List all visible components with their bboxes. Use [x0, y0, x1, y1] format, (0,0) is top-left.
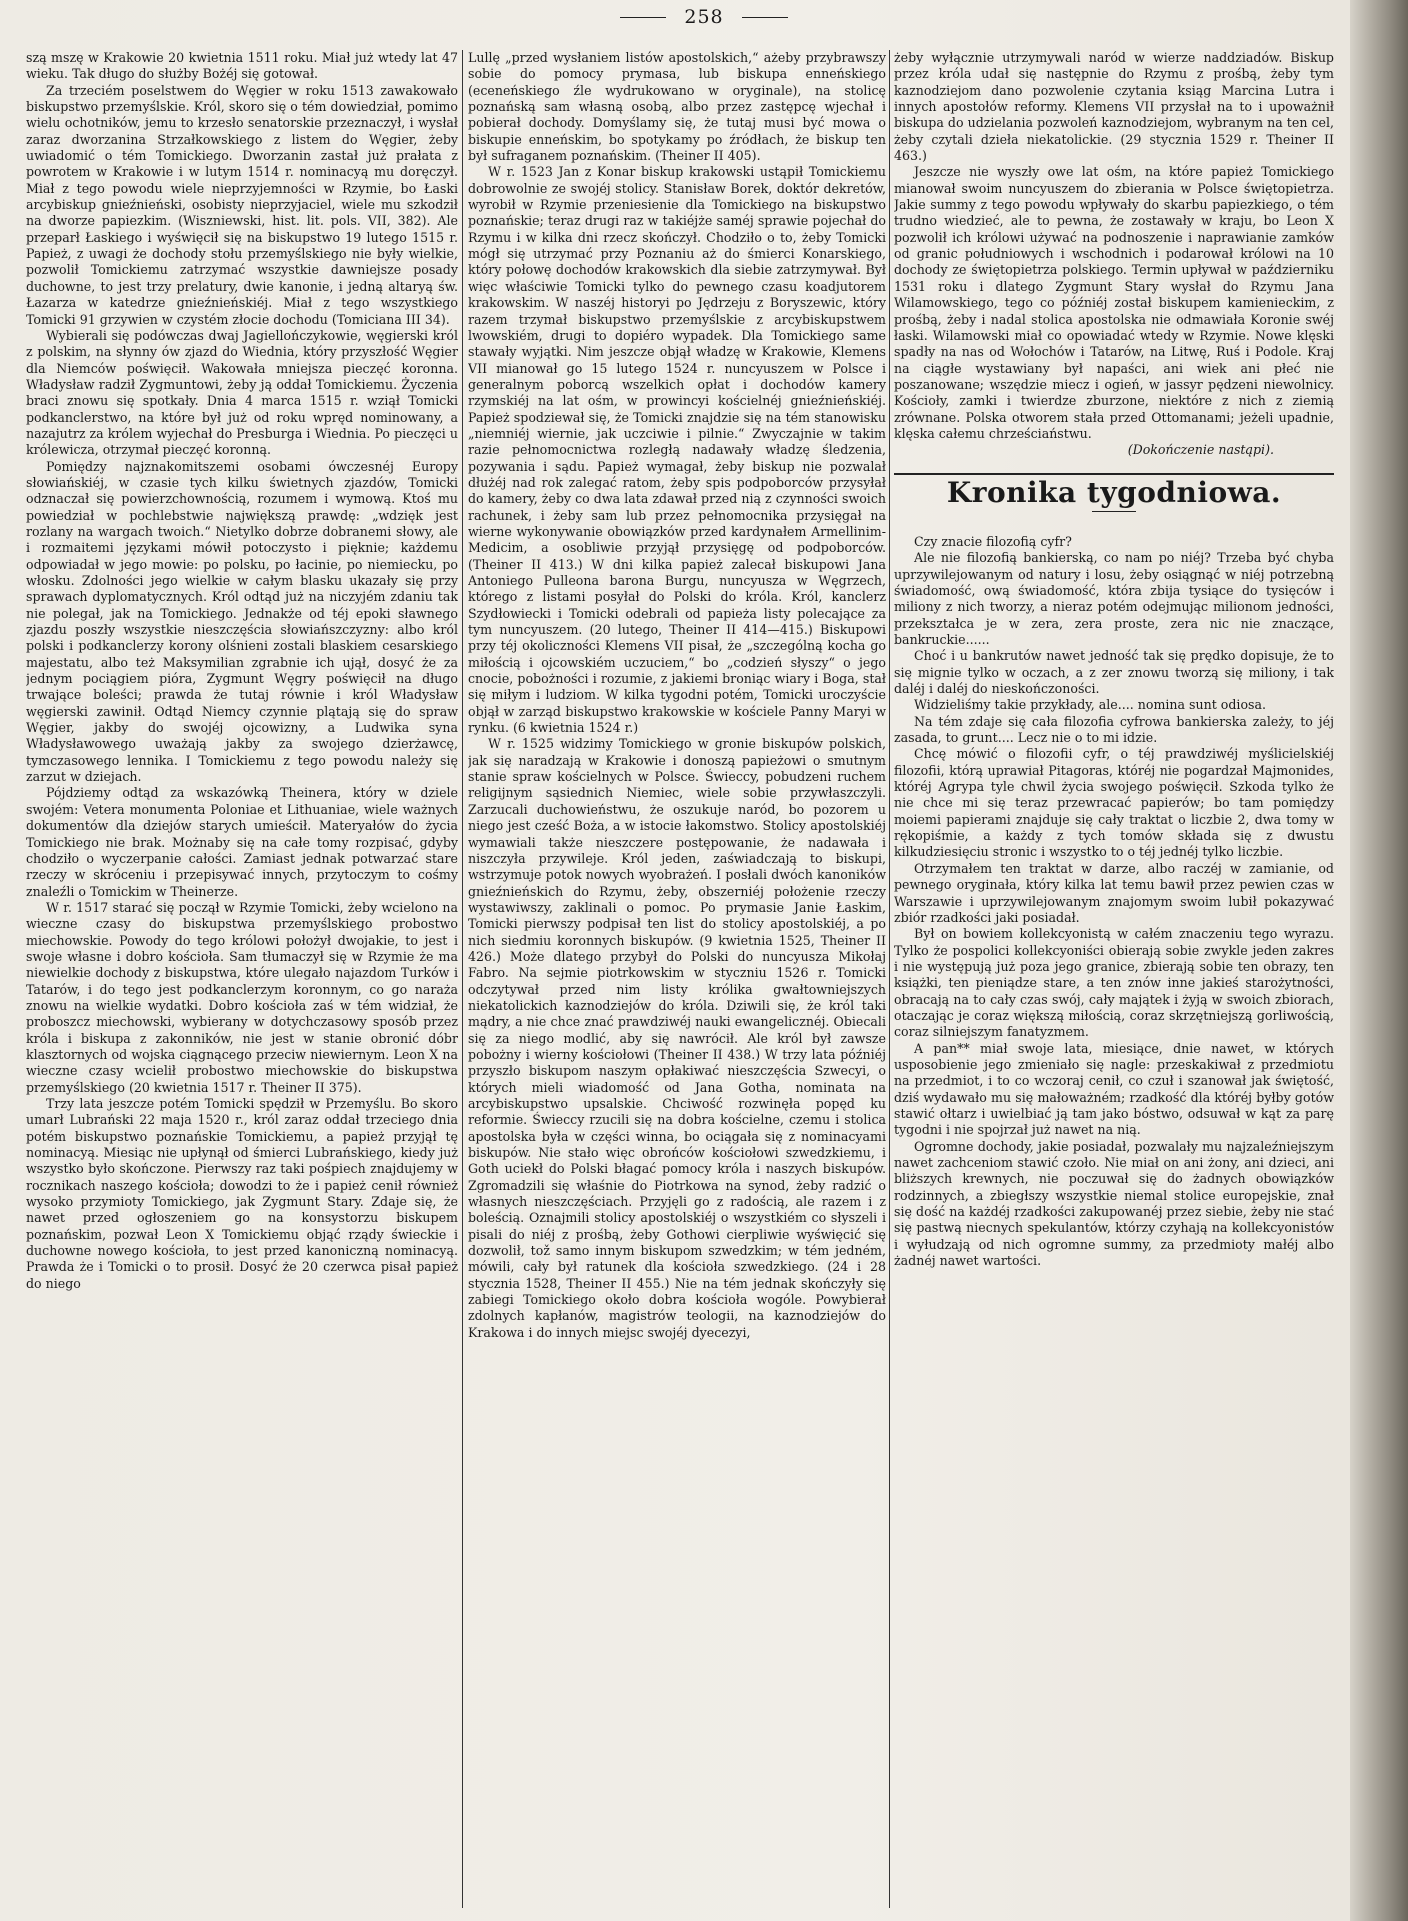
title-rule [1092, 511, 1136, 512]
paragraph: żeby wyłącznie utrzymywali naród w wierze naddziadów. Biskup przez króla udał się następnie do Rzymu z prośbą, żeby tym kaznodziejom dano pozwolenie czytania ksiąg Marcina Lutra i innych apostołów reformy. Klemens VII przysłał na to i upoważnił biskupa do udzielania pozwoleń kaznodziejom, wybranym na ten cel, żeby czytali dzieła niekatolickie. (29 stycznia 1529 r. Theiner II 463.) [894, 50, 1334, 164]
column-3-body [894, 50, 1334, 442]
paragraph: Widzieliśmy takie przykłady, ale.... nomina sunt odiosa. [914, 697, 1267, 713]
paragraph: Był on bowiem kollekcyonistą w całém znaczeniu tego wyrazu. Tylko że pospolici kollekcyoniści obierają sobie zwykle jeden zakres i nie występują już poza jego granice, zbierają sobie ten obrazy, ten książki, ten pieniądze stare, a ten znów inne jakieś starożytności, obracają na to cały czas swój, cały majątek i żyją w swoich zbiorach, otaczając je coraz większą miłością, coraz skrzętniejszą gorliwością, coraz silniejszym fanatyzmem. [894, 926, 1334, 1040]
section-body [894, 534, 1334, 1269]
column-1 [26, 50, 458, 1900]
header-rule-right [742, 17, 788, 18]
page-number: 258 [684, 6, 724, 28]
paragraph: Za trzeciém poselstwem do Węgier w roku 1513 zawakowało biskupstwo przemyślskie. Król, skoro się o tém dowiedział, pomimo wielu ochotników, jemu to krzesło senatorskie przeznaczył, i wysłał zaraz dworzanina Strzałkowskiego z listem do Węgier, żeby uwiadomić o tém Tomickiego. Dworzanin zastał już prałata z powrotem w Krakowie i w lutym 1514 r. nominacyą mu doręczył. Miał z tego powodu wiele nieprzyjemności w Rzymie, bo Łaski arcybiskup gnieźnieński, osobisty nieprzyjaciel, wiele mu szkodził na dworze papiezkim. (Wiszniewski, hist. lit. pols. VII, 382). Ale przeparł Łaskiego i wyświęcił się na biskupstwo 19 lutego 1515 r. Papież, z uwagi że dochody stołu przemyślskiego nie były wielkie, pozwolił Tomickiemu zatrzymać wszystkie dawniejsze posady duchowne, to jest trzy prelatury, dwie kanonie, i jedną altaryą św. Łazarza w katedrze gnieźnieńskiéj. Miał z tego wszystkiego Tomicki 91 grzywien w czystém złocie dochodu (Tomiciana III 34). [26, 82, 458, 327]
paragraph: Ale nie filozofią bankierską, co nam po niéj? Trzeba być chyba uprzywilejowanym od natury i losu, żeby osiągnąć w niéj potrzebną świadomość, ową świadomość, która zbija tysiące do tysięców i miliony z nich tworzy, a nieraz potém odejmując milionom jedności, przekształca je w zera, zera proste, zera nic nie znaczące, bankruckie...... [894, 550, 1334, 647]
paragraph: Trzy lata jeszcze potém Tomicki spędził w Przemyślu. Bo skoro umarł Lubrański 22 maja 1520 r., król zaraz oddał trzeciego dnia potém biskupstwo poznańskie Tomickiemu, a papież przyjął tę nominacyą. Miesiąc nie upłynął od śmierci Lubrańskiego, kiedy już wszystko było skończone. Pierwszy raz taki pośpiech znajdujemy w rocznikach naszego kościoła; dowodzi to że i papież cenił również wysoko przymioty Tomickiego, jak Zygmunt Stary. Zdaje się, że nawet przed ogłoszeniem go na konsystorzu biskupem poznańskim, pozwał Leon X Tomickiemu objąć rządy świeckie i duchowne nowego kościoła, to jest przed kanoniczną nominacyą. Prawda że i Tomicki o to prosił. Dosyć że 20 czerwca pisał papież do niego [26, 1096, 458, 1291]
paragraph: A pan** miał swoje lata, miesiące, dnie nawet, w których usposobienie jego zmieniało się nagle: przeskakiwał z przedmiotu na przedmiot, i to co wczoraj cenił, co czuł i szanował jak świętość, dziś wydawało mu się małoważném; rzadkość dla któréj byłby gotów stawić ołtarz i uwielbiać ją tam jako bóstwo, odsuwał w kąt za parę tygodni i nie spojrzał już nawet na nią. [894, 1040, 1334, 1138]
paragraph: Jeszcze nie wyszły owe lat ośm, na które papież Tomickiego mianował swoim nuncyuszem do zbierania w Polsce świętopietrza. Jakie summy z tego powodu wpływały do skarbu papiezkiego, o tém trudno wiedzieć, ale to pewna, że zostawały w kraju, bo Leon X pozwolił ich królowi używać na podnoszenie i naprawianie zamków od granic południowych i wschodnich i podarował królowi na 10 dochody ze świętopietrza polskiego. Termin upływał w październiku 1531 roku i dlatego Zygmunt Stary wysłał do Rzymu Jana Wilamowskiego, tego co późniéj został biskupem kamienieckim, z prośbą, żeby i nadal stolica apostolska nie odmawiała Koronie swéj łaski. Wilamowski miał co opowiadać wtedy w Rzymie. Nowe klęski spadły na nas od Wołochów i Tatarów, na Litwę, Ruś i Podole. Kraj na ciągłe wystawiany był napaści, ani wiek ani płeć nie poszanowane; wszędzie miecz i ogień, w jassyr pędzeni niewolnicy. Kościoły, zamki i twierdze zburzone, niektóre z nich z ziemią zrównane. Polska otworem stała przed Ottomanami; jeżeli upadnie, klęska całemu chrześciaństwu. [894, 164, 1334, 441]
page-edge-shadow [1350, 0, 1408, 1921]
section-separator [894, 473, 1334, 475]
paragraph: W r. 1525 widzimy Tomickiego w gronie biskupów polskich, jak się naradzają w Krakowie i donoszą papieżowi o smutnym stanie spraw kościelnych w Polsce. Świeccy, pobudzeni ruchem religijnym sąsiednich Niemiec, wiele sobie przywłaszczyli. Zarzucali duchowieństwu, że oszukuje naród, bo pozorem u niego jest cześć Boża, a w istocie łakomstwo. Stolicy apostolskiéj wymawiali także nieszczere postępowanie, że nadawała i niszczyła przywileje. Król jeden, zaświadczają to biskupi, wstrzymuje potok nowych wyobrażeń. I posłali dwóch kanoników gnieźnieńskich do Rzymu, żeby, obszerniéj położenie rzeczy wystawiwszy, zaklinali o pomoc. Po prymasie Janie Łaskim, Tomicki pierwszy podpisał ten list do stolicy apostolskiéj, a po nich siedmiu koronnych biskupów. (9 kwietnia 1525, Theiner II 426.) Może dlatego przybył do Polski do nuncyusza Mikołaj Fabro. Na sejmie piotrkowskim w styczniu 1526 r. Tomicki odczytywał przed nim listy królika gwałtowniejszych niekatolickich kaznodziejów do króla. Dziwili się, że król taki mądry, a nie chce znać prawdziwéj nauki ewangelicznéj. Obiecali się za niego modlić, aby się nawrócił. Ale król był zawsze pobożny i wierny kościołowi (Theiner II 438.) W trzy lata późniéj przyszło biskupom naszym opłakiwać nieszczęścia Szwecyi, o których mieli wiadomość od Jana Gotha, nominata na arcybiskupstwo upsalskie. Chciwość rozwinęła popęd ku reformie. Świeccy rzucili się na dobra kościelne, czemu i stolica apostolska była w części winna, bo ociągała się z nominacyami biskupów. Nie stało więc obrońców kościołowi szwedzkiemu, i Goth uciekł do Polski błagać pomocy króla i naszych biskupów. Zgromadzili się właśnie do Piotrkowa na synod, żeby radzić o własnych nieszczęściach. Przyjęli go z radością, ale razem i z boleścią. Oznajmili stolicy apostolskiéj o wszystkiém co słyszeli i pisali do niéj z prośbą, żeby Gothowi cierpliwie wyświęcić się dozwolił, tož samo innym biskupom szwedzkim; w tém jedném, mówili, cały był ratunek dla kościoła szwedzkiego. (24 i 28 stycznia 1528, Theiner II 455.) Nie na tém jednak skończyły się zabiegi Tomickiego około dobra kościoła wogóle. Powybierał zdolnych kapłanów, magistrów teologii, na kaznodziejów do Krakowa i do innych miejsc swojéj dyecezyi, [468, 736, 886, 1340]
paragraph: Pomiędzy najznakomitszemi osobami ówczesnéj Europy słowiańskiéj, w czasie tych kilku świetnych zjazdów, Tomicki odznaczał się powierzchownością, rozumem i wymową. Ktoś mu powiedział w pochlebstwie największą prawdę: „wdzięk jest rozlany na wargach twoich.“ Nietylko dobrze dobranemi słowy, ale i rozmaitemi językami mówił potoczysto i pięknie; każdemu odpowiadał w jego mowie: po polsku, po łacinie, po niemiecku, po włosku. Zdolności jego wielkie w całym blasku ukazały się przy sprawach dyplomatycznych. Król odtąd już na niczyjém zdaniu tak nie polegał, jak na Tomickiego. Jednakże od téj epoki sławnego zjazdu poszły wszystkie nieszczęścia słowiańszczyzny: albo król polski i podkanclerzy korony olśnieni zostali blaskiem cesarskiego majestatu, albo też Maksymilian zgrabnie ich ujął, dosyć że za jednym pociągiem pióra, Zygmunt Węgry poświęcił na długo trwające boleści; prawda że tutaj równie i król Władysław węgierski zawinił. Odtąd Niemcy czynnie plątają się do spraw Węgier, jakby do swojéj ojcowizny, a Ludwika syna Władysławowego uważają jakby za swojego dzierżawcę, tymczasowego lennika. I Tomickiemu z tego powodu należy się zarzut w dziejach. [26, 458, 458, 785]
paragraph: Lullę „przed wysłaniem listów apostolskich,“ ażeby przybrawszy sobie do pomocy prymasa, lub biskupa enneńskiego (eceneńskiego źle wydrukowano w oryginale), na stolicę poznańską sam własną osobą, albo przez zastępcę wjechał i pobierał dochody. Domyślamy się, że tutaj musi być mowa o biskupie enneńskim, bo spotykamy po źródłach, że biskup ten był sufraganem poznańskim. (Theiner II 405). [468, 50, 886, 164]
paragraph: Wybierali się podówczas dwaj Jagiellończykowie, węgierski król z polskim, na słynny ów zjazd do Wiednia, który przyszłość Węgier dla Niemców poświęcił. Wakowała mniejsza pieczęć koronna. Władysław radził Zygmuntowi, żeby ją oddał Tomickiemu. Życzenia braci znowu się spotkały. Dnia 4 marca 1515 r. wziął Tomicki podkanclerstwo, na które był już od roku wpręd nominowany, a nazajutrz za królem wyjechał do Presburga i Wiednia. Po pieczęci u królewicza, otrzymał pieczęć koronną. [26, 327, 458, 458]
column-divider-1 [462, 50, 463, 1908]
page-header [0, 4, 1408, 30]
paragraph: Ogromne dochody, jakie posiadał, pozwalały mu najzaleźniejszym nawet zachceniom stawić czoło. Nie miał on ani żony, ani dzieci, ani bliższych krewnych, nie poczuwał się do żadnych obowiązków rodzinnych, a zbiegłszy wszystkie niemal stolice europejskie, znał się dość na każdéj rzadkości zakupowanéj przez siebie, żeby nie stać się pastwą niecnych spekulantów, którzy czyhają na kollekcyonistów i wyłudzają od nich ogromne summy, za przedmioty małéj albo żadnéj nawet wartości. [894, 1138, 1334, 1269]
header-rule-left [620, 17, 666, 18]
paragraph: Czy znacie filozofią cyfr? [914, 533, 1072, 549]
paragraph: Otrzymałem ten traktat w darze, albo raczéj w zamianie, od pewnego oryginała, który kilka lat temu bawił przez pewien czas w Warszawie i uprzywilejowanym znajomym swoim lubił pokazywać zbiór rzadkości jaki posiadał. [894, 860, 1334, 925]
paragraph: Choć i u bankrutów nawet jedność tak się prędko dopisuje, że to się mignie tylko w oczach, a z zer znowu tworzą się miliony, i tak daléj i daléj do nieskończoności. [894, 648, 1334, 697]
continuation-note: (Dokończenie nastąpi). [1127, 442, 1274, 458]
paragraph: Na tém zdaje się cała filozofia cyfrowa bankierska zależy, to jéj zasada, to grunt.... Lecz nie o to mi idzie. [894, 713, 1334, 746]
column-2 [468, 50, 886, 1900]
paragraph: szą mszę w Krakowie 20 kwietnia 1511 roku. Miał już wtedy lat 47 wieku. Tak długo do służby Bożéj się gotował. [26, 50, 458, 82]
paragraph: W r. 1517 starać się począł w Rzymie Tomicki, żeby wcielono na wieczne czasy do biskupstwa przemyślskiego probostwo miechowskie. Powody do tego królowi położył dwojakie, to jest i swoje własne i dobro kościoła. Sam tłumaczył się w Rzymie że ma niewielkie dochody z biskupstwa, które ulegało najazdom Turków i Tatarów, i do tego jest podkanclerzym koronnym, co go naraża znowu na wielkie wydatki. Dobro kościoła zaś w tém widział, że proboszcz miechowski, wybierany w dotychczasowy sposób przez króla i biskupa z zakonników, nie jest w stanie obronić dóbr klasztornych od wojska ciągnącego przeciw niewiernym. Leon X na wieczne czasy wcielił probostwo miechowskie do biskupstwa przemyślskiego (20 kwietnia 1517 r. Theiner II 375). [26, 899, 458, 1095]
paragraph: Pójdziemy odtąd za wskazówką Theinera, który w dziele swojém: Vetera monumenta Poloniae et Lithuaniae, wiele ważnych dokumentów dla dziejów starych umieścił. Materyałów do życia Tomickiego nie brak. Możnaby się na całe tomy rozpisać, gdyby chodziło o wyczerpanie całości. Zamiast jednak potwarzać stare rzeczy w skróceniu i przepisywać innych, przytoczym to cośmy znaleźli o Tomickim w Theinerze. [26, 785, 458, 899]
paragraph: Chcę mówić o filozofii cyfr, o téj prawdziwéj myślicielskiéj filozofii, którą uprawiał Pitagoras, któréj nie pogardzał Majmonides, któréj Agrypa tyle chwil życia swojego poświęcił. Szkoda tylko że nie chce mi się teraz przewracać papierów; bo tam pomiędzy moiemi papierami znajduje się cały traktat o liczbie 2, dwa tomy w rękopiśmie, a każdy z tych tomów składa się z dwustu kilkudziesięciu stronic i wszystko to o téj jednéj tylko liczbie. [894, 746, 1334, 860]
section-title: Kronika tygodniowa. [946, 475, 1282, 509]
column-divider-2 [889, 50, 890, 1908]
paragraph: W r. 1523 Jan z Konar biskup krakowski ustąpił Tomickiemu dobrowolnie ze swojéj stolicy. Stanisław Borek, doktór dekretów, wyrobił w Rzymie przeniesienie dla Tomickiego na biskupstwo poznańskie; teraz drugi raz w takiéjże saméj sprawie pojechał do Rzymu i w kilka dni rzecz skończył. Chodziło o to, żeby Tomicki mógł się utrzymać przy Poznaniu aż do śmierci Konarskiego, który połowę dochodów krakowskich dla siebie zatrzymywał. Był więc właściwie Tomicki tylko do pewnego czasu koadjutorem krakowskim. W naszéj historyi po Jędrzeju z Boryszewic, który razem trzymał biskupstwo przemyślskie z arcybiskupstwem lwowskiém, drugi to dopiéro wypadek. Dla Tomickiego same stawały wyjątki. Nim jeszcze objął władzę w Krakowie, Klemens VII mianował go 15 lutego 1524 r. nuncyuszem w Polsce i generalnym poborcą wszelkich opłat i dochodów kamery rzymskiéj na lat ośm, w prowincyi kościelnéj gnieźnieńskiéj. Papież spodziewał się, że Tomicki znajdzie się na tém stanowisku „niemniéj wiernie, jak uczciwie i pilnie.“ Zwyczajnie w takim razie pełnomocnictwa rozległą nadawały władzę śledzenia, pozywania i sądu. Papież wymagał, żeby biskup nie pozwalał dłużéj nad rok zalegać ratom, żeby spis podpoborców przysyłał do kamery, żeby co dwa lata zdawał przed nią z czynności swoich rachunek, i żeby sam lub przez pełnomocnika przysięgał na wierne wykonywanie obowiązków przed kardynałem Armellinim-Medicim, a osobliwie przyjął przysięgę od podpoborców. (Theiner II 413.) W dni kilka papież zalecał biskupowi Jana Antoniego Pulleona barona Burgu, nuncyusza w Węgrzech, którego z listami posyłał do Polski do króla. Król, kanclerz Szydłowiecki i Tomicki odebrali od papieża listy polecające za tym nuncyuszem. (20 lutego, Theiner II 414—415.) Biskupowi przy téj okoliczności Klemens VII pisał, że „szczególną kocha go miłością i ojcowskiém uczuciem,“ bo „codzień słyszy“ o jego cnocie, pobożności i rozumie, z jakiemi broniąc wiary i Boga, stał się miłym i ludziom. W kilka tygodni potém, Tomicki uroczyście objął w zarząd biskupstwo krakowskie w kościele Panny Maryi w rynku. (6 kwietnia 1524 r.) [468, 164, 886, 736]
column-3 [894, 50, 1334, 1900]
